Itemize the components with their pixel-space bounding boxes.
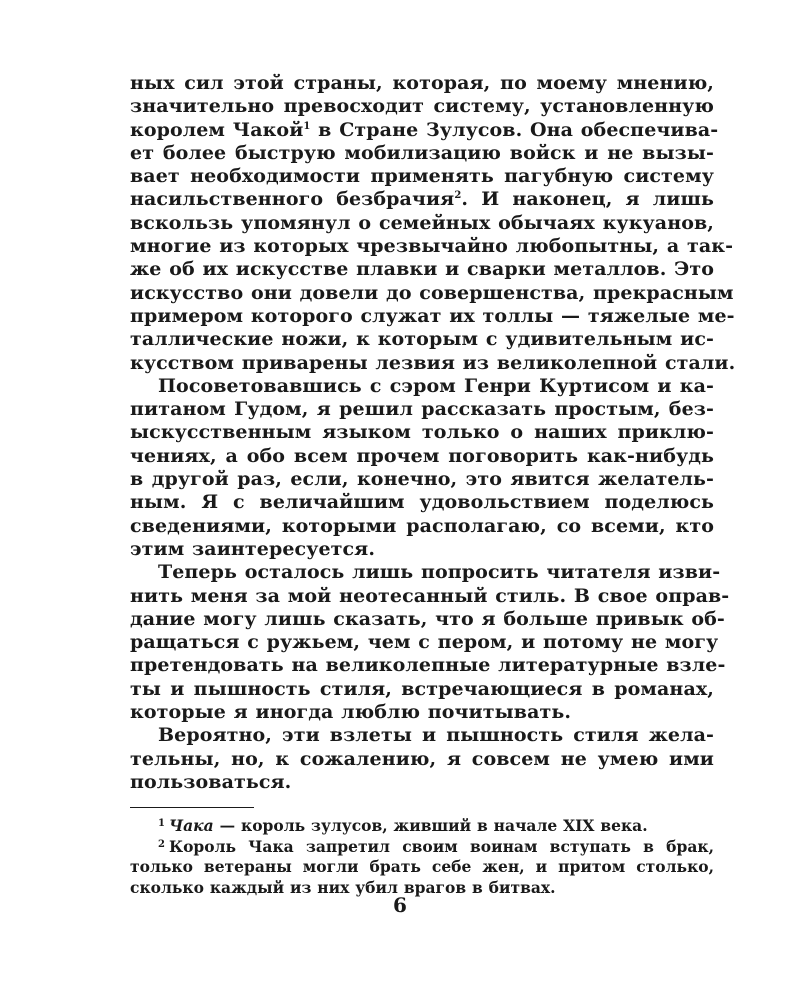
text-line: этим заинтересуется. bbox=[130, 537, 376, 560]
text-line: ных сил этой страны, которая, по моему мнению, bbox=[130, 72, 714, 94]
footnote-divider bbox=[130, 807, 254, 808]
text-line: пользоваться. bbox=[130, 770, 292, 793]
text-line: в другой раз, если, конечно, это явится желатель- bbox=[130, 468, 714, 491]
text-line: Посоветовавшись с сэром Генри Куртисом и ка- bbox=[158, 374, 714, 397]
text-fragment: в Стране Зулусов. Она обеспечива- bbox=[310, 118, 719, 141]
text-line: Теперь осталось лишь попросить читателя изви- bbox=[158, 561, 721, 584]
text-line: кусством приварены лезвия из великолепной стали. bbox=[130, 351, 736, 374]
text-line bbox=[130, 188, 714, 211]
footnote-text: Король Чака запретил своим воинам вступать в брак, bbox=[168, 836, 714, 856]
text-line: сведениями, которыми располагаю, со всеми, кто bbox=[130, 514, 714, 537]
text-fragment: королем Чакой bbox=[130, 118, 304, 141]
footnote-text: — король зулусов, живший в начале XIX века. bbox=[213, 816, 648, 836]
text-line: тельны, но, к сожалению, я совсем не умею ими bbox=[130, 747, 714, 770]
footnote-mark: 1 bbox=[158, 818, 165, 830]
footnote-1 bbox=[130, 816, 714, 837]
text-line: Вероятно, эти взлеты и пышность стиля жела- bbox=[158, 724, 714, 747]
text-fragment: насильственного безбрачия bbox=[130, 188, 455, 211]
text-line: ыскусственным языком только о наших приклю- bbox=[130, 421, 714, 444]
footnote-ref-2[interactable]: 2 bbox=[454, 190, 462, 202]
text-line: вскользь упомянул о семейных обычаях кукуанов, bbox=[130, 211, 714, 234]
text-line: примером которого служат их толлы — тяжелые ме- bbox=[130, 304, 735, 327]
text-line: чениях, а обо всем прочем поговорить как-нибудь bbox=[130, 444, 714, 467]
text-line: питаном Гудом, я решил рассказать простым, без- bbox=[130, 398, 714, 421]
text-line: ет более быструю мобилизацию войск и не вызы- bbox=[130, 141, 714, 164]
footnote-term: Чака bbox=[168, 816, 214, 836]
footnote-2 bbox=[130, 837, 714, 858]
text-line: ты и пышность стиля, встречающиеся в романах, bbox=[130, 677, 714, 700]
text-line: искусство они довели до совершенства, прекрасным bbox=[130, 281, 734, 304]
footnote-line: сколько каждый из них убил врагов в битвах. bbox=[130, 877, 556, 897]
text-line: многие из которых чрезвычайно любопытны, а так- bbox=[130, 235, 734, 258]
text-line: таллические ножи, к которым с удивительным ис- bbox=[130, 328, 714, 351]
footnote-line: только ветераны могли брать себе жен, и притом столько, bbox=[130, 857, 714, 877]
text-line bbox=[130, 118, 719, 142]
page-number: 6 bbox=[393, 893, 407, 917]
page-body bbox=[130, 72, 736, 898]
text-line: ращаться с ружьем, чем с пером, и потому не могу bbox=[130, 631, 719, 654]
text-fragment: . И наконец, я лишь bbox=[461, 188, 714, 211]
text-line: нить меня за мой неотесанный стиль. В свое оправ- bbox=[130, 584, 730, 607]
text-line: ным. Я с величайшим удовольствием поделюсь bbox=[130, 491, 714, 514]
text-line: же об их искусстве плавки и сварки металлов. Это bbox=[130, 258, 714, 281]
text-line: дание могу лишь сказать, что я больше привык об- bbox=[130, 607, 725, 630]
footnote-ref-1[interactable]: 1 bbox=[303, 120, 311, 132]
footnote-mark: 2 bbox=[158, 838, 165, 850]
text-line: значительно превосходит систему, установленную bbox=[130, 95, 714, 118]
text-line: которые я иногда люблю почитывать. bbox=[130, 701, 572, 724]
footnotes bbox=[130, 816, 714, 898]
text-line: вает необходимости применять пагубную систему bbox=[130, 165, 714, 188]
text-line: претендовать на великолепные литературные взле- bbox=[130, 654, 726, 677]
